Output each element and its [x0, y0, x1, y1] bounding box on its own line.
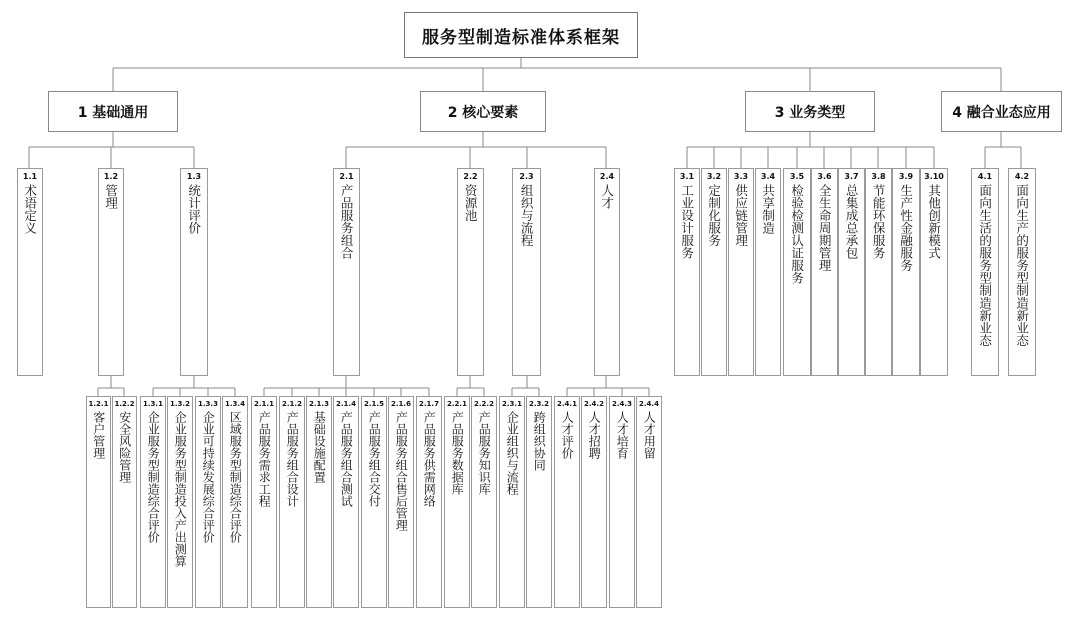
- node-number: 2.4.1: [557, 400, 577, 408]
- node-number: 2.1.3: [309, 400, 329, 408]
- node-label: 客户管理: [91, 411, 106, 459]
- node-2-4-1: [554, 396, 580, 608]
- node-label: 组织与流程: [519, 184, 535, 247]
- node-number: 3.3: [733, 172, 749, 181]
- diagram-title: 服务型制造标准体系框架: [404, 12, 638, 58]
- node-label: 面向生产的服务型制造新业态: [1014, 184, 1030, 347]
- node-1-3: [180, 168, 208, 376]
- node-number: 2.4.3: [612, 400, 632, 408]
- node-label: 企业组织与流程: [505, 411, 520, 495]
- node-2-4-4: [636, 396, 662, 608]
- node-label: 区域服务型制造综合评价: [228, 411, 243, 543]
- node-label: 生产性金融服务: [898, 184, 914, 272]
- node-number: 3.8: [871, 172, 886, 181]
- node-2-1-5: [361, 396, 387, 608]
- node-number: 2.1.7: [419, 400, 439, 408]
- node-label: 节能环保服务: [871, 184, 887, 259]
- node-label: 产品服务需求工程: [257, 411, 272, 507]
- node-label: 人才评价: [560, 411, 575, 459]
- node-3-4: [755, 168, 781, 376]
- node-number: 1.1: [22, 172, 38, 181]
- node-number: 1.2.2: [114, 400, 135, 408]
- node-3-9: [892, 168, 920, 376]
- node-number: 2.1.2: [282, 400, 302, 408]
- node-3-3: [728, 168, 754, 376]
- node-label: 人才用留: [642, 411, 657, 459]
- node-number: 2.1.5: [364, 400, 384, 408]
- node-2-1-6: [388, 396, 414, 608]
- node-label: 产品服务供需网络: [422, 411, 437, 507]
- node-label: 面向生活的服务型制造新业态: [977, 184, 993, 347]
- node-2-2-2: [471, 396, 497, 608]
- node-4-1: [971, 168, 999, 376]
- node-number: 2.1.1: [254, 400, 274, 408]
- node-number: 3.10: [924, 172, 944, 181]
- node-number: 3.9: [898, 172, 914, 181]
- node-3-1: [674, 168, 700, 376]
- node-4-2: [1008, 168, 1036, 376]
- node-1-3-2: [167, 396, 193, 608]
- node-2-4: [594, 168, 620, 376]
- node-label: 企业服务型制造综合评价: [146, 411, 161, 543]
- node-number: 1.3.3: [198, 400, 218, 408]
- node-number: 1.3.1: [143, 400, 163, 408]
- node-label: 人才招聘: [587, 411, 602, 459]
- node-number: 2.4: [599, 172, 615, 181]
- node-2-1: [333, 168, 360, 376]
- node-3-7: [838, 168, 865, 376]
- node-2-1-1: [251, 396, 277, 608]
- node-2-2-1: [444, 396, 470, 608]
- node-number: 3.1: [679, 172, 695, 181]
- node-3-2: [701, 168, 727, 376]
- node-label: 企业可持续发展综合评价: [201, 411, 216, 543]
- node-2-1-4: [333, 396, 359, 608]
- node-label: 管理: [103, 184, 119, 209]
- node-number: 2.3.1: [502, 400, 522, 408]
- node-label: 基础设施配置: [312, 411, 327, 483]
- category-3-box: 3 业务类型: [745, 91, 875, 132]
- node-2-3-1: [499, 396, 525, 608]
- node-label: 术语定义: [22, 184, 38, 234]
- node-label: 产品服务组合设计: [285, 411, 300, 507]
- node-label: 产品服务组合测试: [339, 411, 354, 507]
- node-2-4-2: [581, 396, 607, 608]
- node-label: 工业设计服务: [679, 184, 695, 259]
- node-number: 1.3: [186, 172, 202, 181]
- node-1-2-1: [86, 396, 111, 608]
- node-number: 2.2: [463, 172, 478, 181]
- node-number: 1.2: [103, 172, 119, 181]
- category-4-box: 4 融合业态应用: [941, 91, 1062, 132]
- node-number: 2.1.4: [336, 400, 356, 408]
- node-label: 检验检测认证服务: [789, 184, 805, 284]
- node-label: 总集成总承包: [844, 184, 860, 259]
- node-label: 安全风险管理: [117, 411, 132, 483]
- node-number: 3.6: [817, 172, 832, 181]
- node-label: 产品服务数据库: [450, 411, 465, 495]
- node-label: 产品服务组合交付: [367, 411, 382, 507]
- node-1-2: [98, 168, 124, 376]
- node-2-1-7: [416, 396, 442, 608]
- node-label: 产品服务知识库: [477, 411, 492, 495]
- node-2-4-3: [609, 396, 635, 608]
- node-3-5: [783, 168, 811, 376]
- node-number: 1.2.1: [88, 400, 109, 408]
- node-number: 4.1: [977, 172, 993, 181]
- node-1-1: [17, 168, 43, 376]
- node-number: 2.4.2: [584, 400, 604, 408]
- node-number: 4.2: [1014, 172, 1030, 181]
- category-2-box: 2 核心要素: [420, 91, 546, 132]
- node-number: 2.1.6: [391, 400, 411, 408]
- node-label: 资源池: [463, 184, 479, 222]
- node-3-10: [920, 168, 948, 376]
- node-label: 共享制造: [760, 184, 776, 234]
- node-label: 产品服务组合售后管理: [394, 411, 409, 531]
- node-label: 人才培育: [615, 411, 630, 459]
- node-number: 2.2.1: [447, 400, 467, 408]
- node-2-1-3: [306, 396, 332, 608]
- node-label: 其他创新模式: [926, 184, 942, 259]
- node-label: 定制化服务: [706, 184, 722, 247]
- node-1-3-4: [222, 396, 248, 608]
- node-number: 3.7: [844, 172, 859, 181]
- node-number: 2.3.2: [529, 400, 549, 408]
- node-label: 全生命周期管理: [817, 184, 833, 272]
- node-number: 3.4: [760, 172, 776, 181]
- node-2-3-2: [526, 396, 552, 608]
- node-2-2: [457, 168, 484, 376]
- node-1-3-3: [195, 396, 221, 608]
- node-1-2-2: [112, 396, 137, 608]
- node-number: 2.2.2: [474, 400, 494, 408]
- node-label: 产品服务组合: [339, 184, 355, 259]
- node-label: 统计评价: [186, 184, 202, 234]
- node-label: 供应链管理: [733, 184, 749, 247]
- node-2-1-2: [279, 396, 305, 608]
- node-number: 2.1: [339, 172, 354, 181]
- node-2-3: [512, 168, 541, 376]
- node-label: 跨组织协同: [532, 411, 547, 471]
- node-number: 2.3: [519, 172, 534, 181]
- node-label: 人才: [599, 184, 615, 209]
- category-1-box: 1 基础通用: [48, 91, 178, 132]
- node-number: 1.3.2: [170, 400, 190, 408]
- node-number: 1.3.4: [225, 400, 245, 408]
- node-3-8: [865, 168, 892, 376]
- node-number: 3.2: [706, 172, 722, 181]
- node-number: 2.4.4: [639, 400, 659, 408]
- node-number: 3.5: [789, 172, 805, 181]
- node-label: 企业服务型制造投入产出测算: [173, 411, 188, 567]
- node-1-3-1: [140, 396, 166, 608]
- node-3-6: [811, 168, 838, 376]
